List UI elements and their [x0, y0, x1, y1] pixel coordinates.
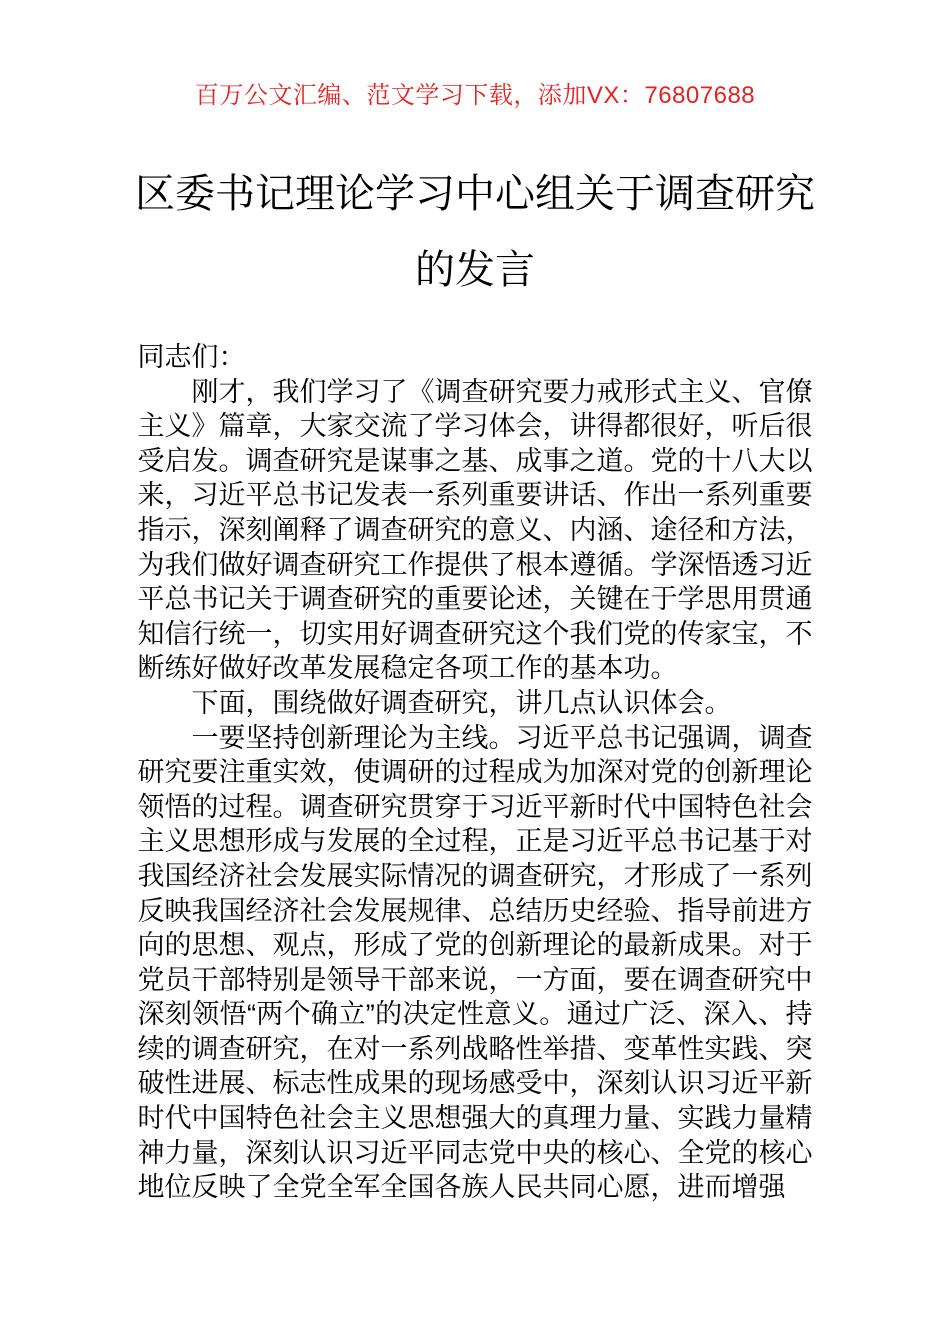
paragraph: 刚才，我们学习了《调查研究要力戒形式主义、官僚主义》篇章，大家交流了学习体会，讲得都很好，听后很受启发。调查研究是谋事之基、成事之道。党的十八大以来，习近平总书记发表一系列重要讲话、作出一系列重要指示，深刻阐释了调查研究的意义、内涵、途径和方法，为我们做好调查研究工作提供了根本遵循。学深悟透习近平总书记关于调查研究的重要论述，关键在于学思用贯通知信行统一，切实用好调查研究这个我们党的传家宝，不断练好做好改革发展稳定各项工作的基本功。: [137, 376, 813, 684]
paragraph: 同志们：: [137, 342, 246, 372]
paragraph: 一要坚持创新理论为主线。习近平总书记强调，调查研究要注重实效，使调研的过程成为加深对党的创新理论领悟的过程。调查研究贯穿于习近平新时代中国特色社会主义思想形成与发展的全过程，正是习近平总书记基于对我国经济社会发展实际情况的调查研究，才形成了一系列反映我国经济社会发展规律、总结历史经验、指导前进方向的思想、观点，形成了党的创新理论的最新成果。对于党员干部特别是领导干部来说，一方面，要在调查研究中深刻领悟“两个确立”的决定性意义。通过广泛、深入、持续的调查研究，在对一系列战略性举措、变革性实践、突破性进展、标志性成果的现场感受中，深刻认识习近平新时代中国特色社会主义思想强大的真理力量、实践力量精神力量，深刻认识习近平同志党中央的核心、全党的核心地位反映了全党全军全国各族人民共同心愿，进而增强: [137, 722, 813, 1203]
document-body: [138, 340, 813, 1205]
document-title: 区委书记理论学习中心组关于调查研究的发言: [135, 172, 815, 292]
paragraph: 下面，围绕做好调查研究，讲几点认识体会。: [191, 687, 732, 718]
promo-notice: 百万公文汇编、范文学习下载，添加VX：76807688: [194, 82, 756, 109]
